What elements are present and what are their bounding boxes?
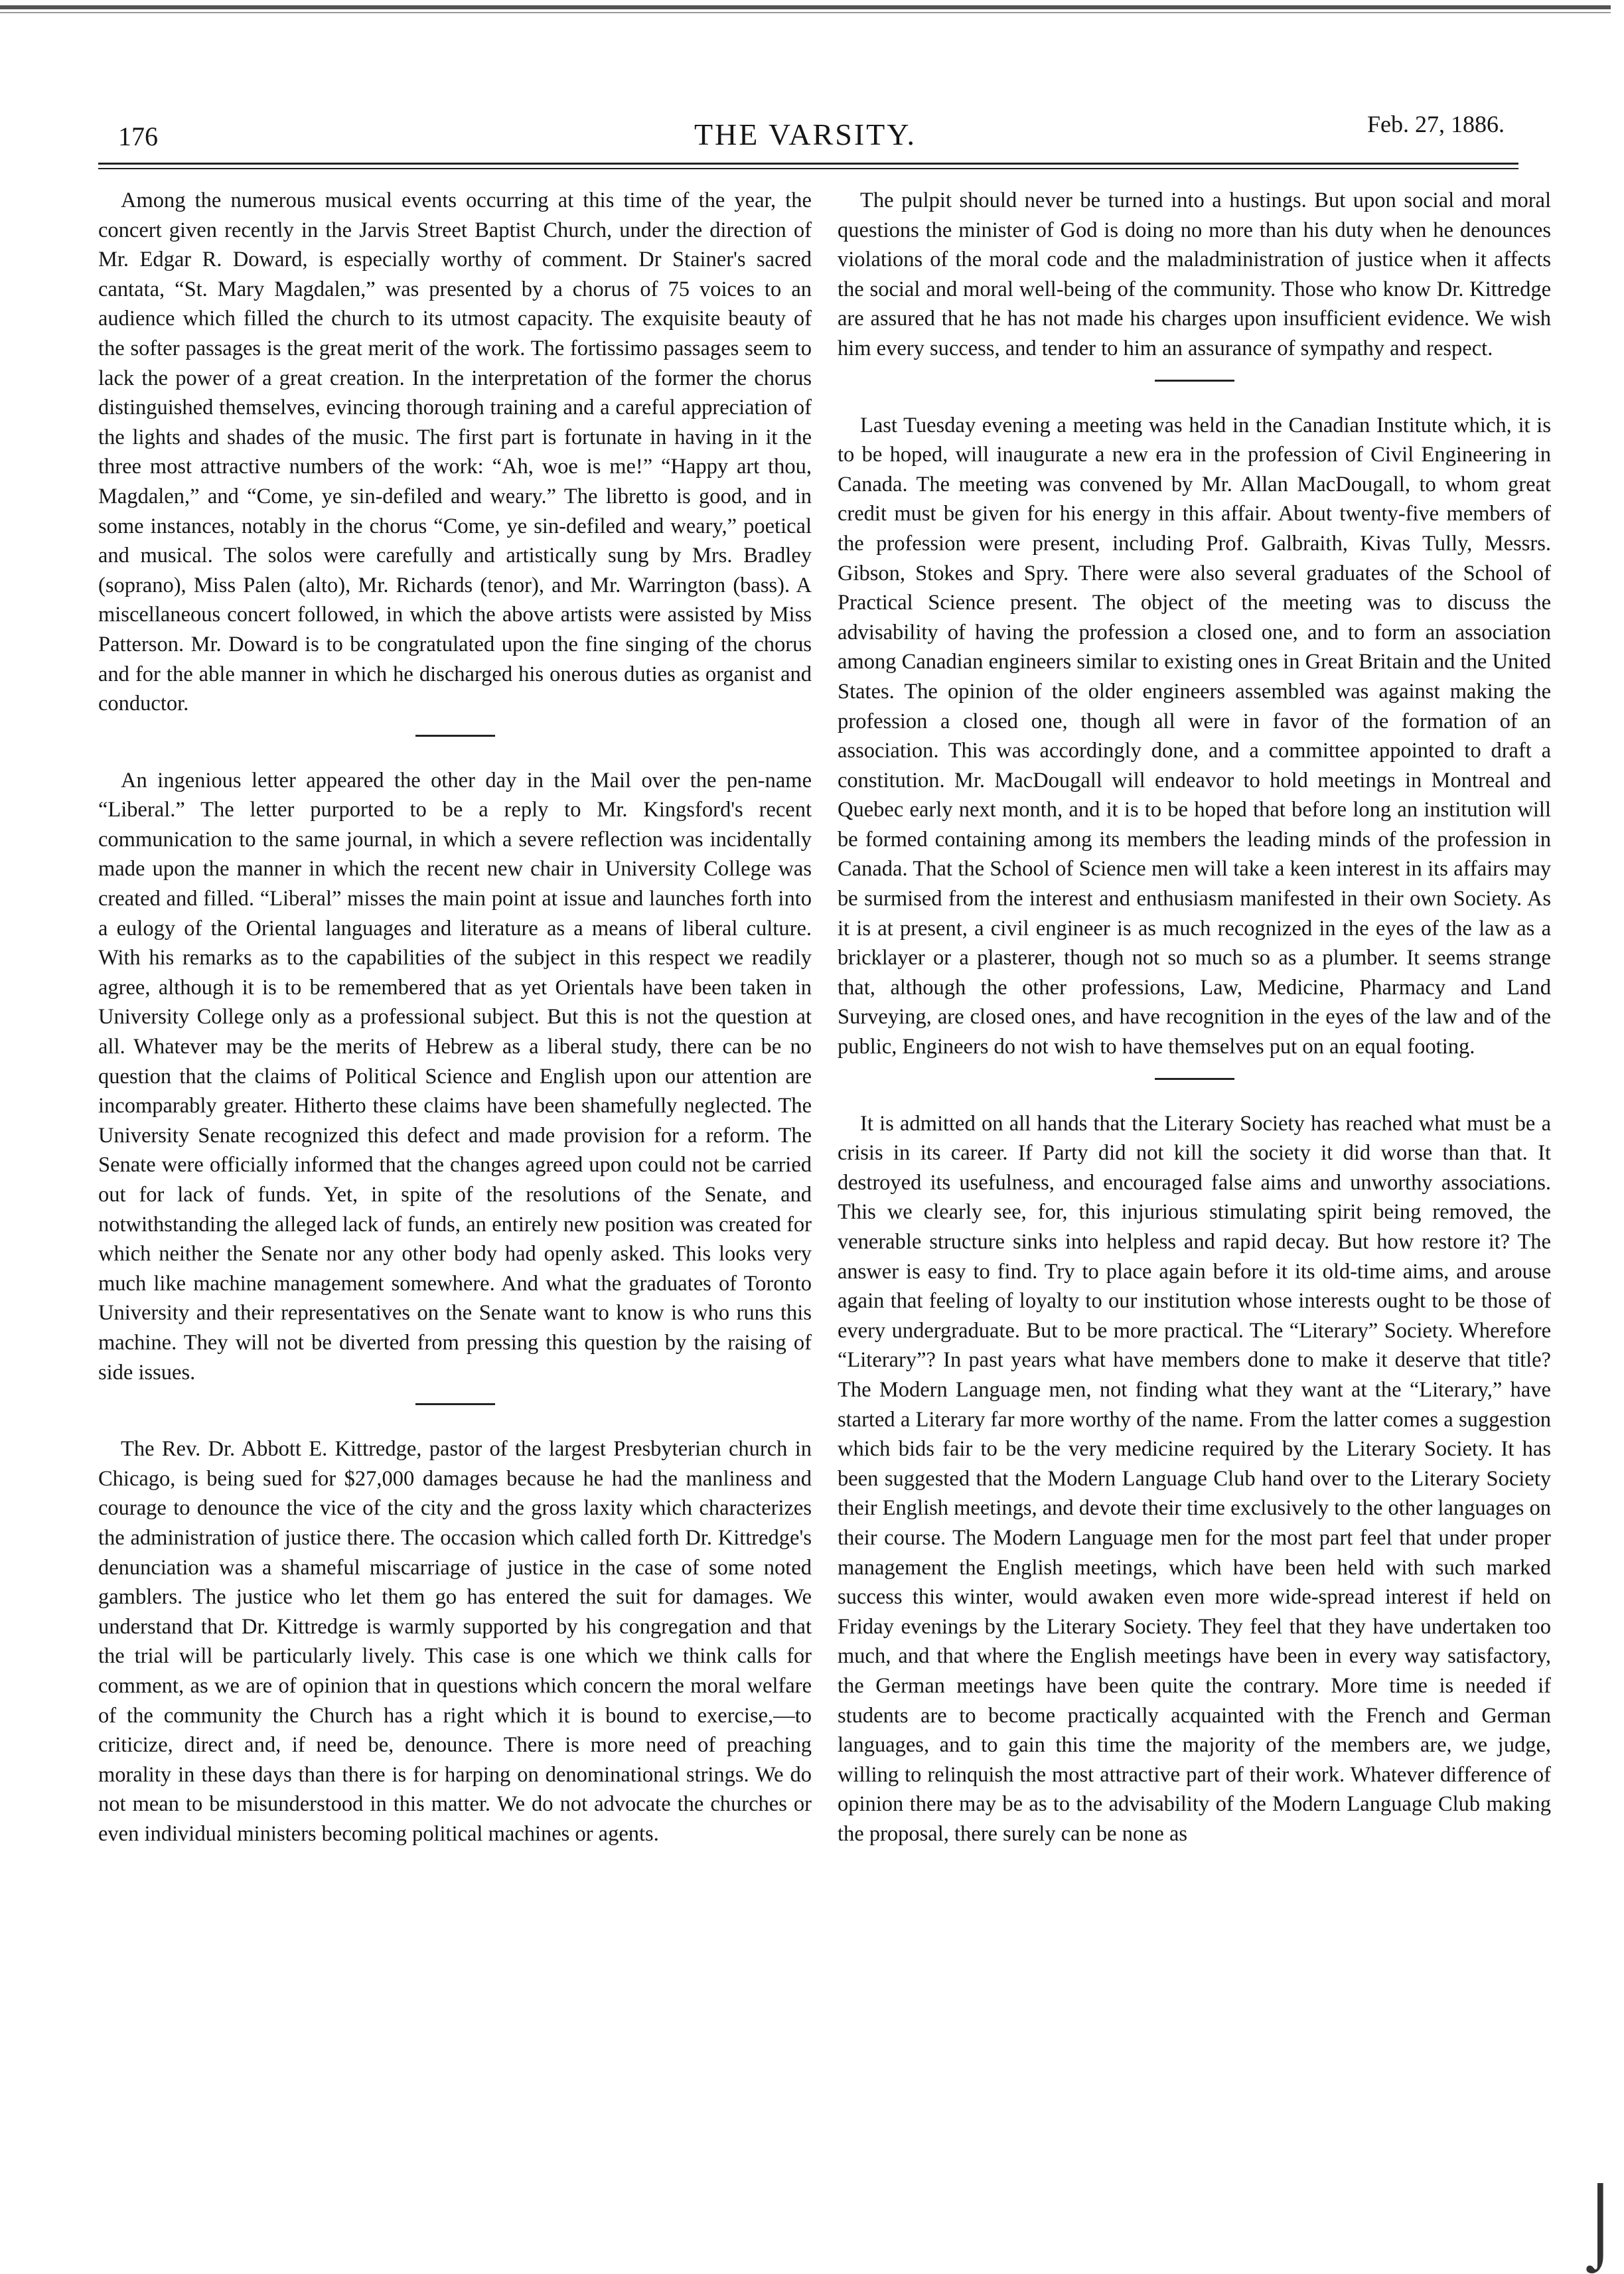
article-concert-paragraph: Among the numerous musical events occurring at this time of the year, the concert given recently in the Jarvis Street Baptist Church, under the direction of Mr. Edgar R. Doward, is especially worthy of comment. Dr Stainer's sacred cantata, “St. Mary Magdalen,” was presented by a chorus of 75 voices to an audience which filled the church to its utmost capacity. The exquisite beauty of the softer passages is the great merit of the work. The fortissimo passages seem to lack the power of a great creation. In the interpretation of the former the chorus distinguished themselves, evincing thorough training and a careful appreciation of the lights and shades of the music. The first part is fortunate in having in it the three most attractive numbers of the work: “Ah, woe is me!” “Happy art thou, Magdalen,” and “Come, ye sin-defiled and weary.” The libretto is good, and in some instances, notably in the chorus “Come, ye sin-defiled and weary,” poetical and musical. The solos were carefully and artistically sung by Mrs. Bradley (soprano), Miss Palen (alto), Mr. Richards (tenor), and Mr. Warrington (bass). A miscellaneous concert followed, in which the above artists were assisted by Miss Patterson. Mr. Doward is to be congratulated upon the fine singing of the chorus and for the able manner in which he discharged his onerous duties as organist and conductor. [98,189,812,716]
header-rule-thin [98,168,1518,169]
article-kittredge-paragraph: The Rev. Dr. Abbott E. Kittredge, pastor of the largest Presbyterian church in Chicago, is being sued for $27,000 damages because he had the manliness and courage to denounce the vice of the city and the gross laxity which characterizes the administration of justice there. The occasion which called forth Dr. Kittredge's denunciation was a shameful miscarriage of justice in the case of some noted gamblers. The justice who let them go has entered the suit for damages. We understand that Dr. Kittredge is warmly supported by his congregation and that the trial will be particularly lively. This case is one which we think calls for comment, as we are of opinion that in questions which concern the moral welfare of the community the Church has a right which it is bound to exercise,—to criticize, direct and, if need be, denounce. There is more need of preaching morality in these days than there is for harping on denominational strings. We do not mean to be misunderstood in this matter. We do not advocate the churches or even individual ministers becoming political machines or agents. [98,1437,812,1846]
page-number: 176 [118,121,158,151]
article-literary-society-paragraph: It is admitted on all hands that the Literary Society has reached what must be a crisis in its career. If Party did not kill the society it did worse than that. It destroyed its usefulness, and encouraged false aims and unworthy associations. This we clearly see, for, this injurious stimulating spirit being removed, the venerable structure sinks into helpless and rapid decay. But how restore it? The answer is easy to find. Try to place again before it its old-time aims, and arouse again that feeling of loyalty to our institution whose interests ought to be those of every undergraduate. But to be more practical. The “Literary” Society. Wherefore “Literary”? In past years what have members done to make it deserve that title? The Modern Language men, not finding what they want at the “Literary,” have started a Literary far more worthy of the name. From the latter comes a suggestion which bids fair to be the very medicine required by the Literary Society. It has been suggested that the Modern Language Club hand over to the Literary Society their English meetings, and devote their time exclusively to the other languages on their course. The Modern Language men for the most part feel that under proper management the English meetings, which have been held with such marked success this winter, would awaken even more wide-spread interest if held on Friday evenings by the Literary Society. They feel that they have undertaken too much, and that where the English meetings have been in every way satisfactory, the German meetings have been quite the contrary. More time is needed if students are to become practically acquainted with the French and German languages, and to gain this time the majority of the members are, we judge, willing to relinquish the most attractive part of their work. Whatever difference of opinion there may be as to the advisability of the Modern Language Club making the proposal, there surely can be none as [838,1111,1551,1846]
article-liberal-letter-paragraph: An ingenious letter appeared the other day in the Mail over the pen-name “Liberal.” The letter purported to be a reply to Mr. Kingsford's recent communication to the same journal, in which a severe reflection was incidentally made upon the manner in which the recent new chair in University College was created and filled. “Liberal” misses the main point at issue and launches forth into a eulogy of the Oriental languages and literature as a means of liberal culture. With his remarks as to the capabilities of the subject in this respect we readily agree, although it is to be remembered that as yet Orientals have been taken in University College only as a professional subject. But this is not the question at all. Whatever may be the merits of Hebrew as a liberal study, there can be no question that the claims of Political Science and English upon our attention are incomparably greater. Hitherto these claims have been shamefully neglected. The University Senate recognized this defect and made provision for a reform. The Senate were officially informed that the changes agreed upon could not be carried out for lack of funds. Yet, in spite of the resolutions of the Senate, and notwithstanding the alleged lack of funds, an entirely new position was created for which neither the Senate nor any other body had openly asked. This looks very much like machine management somewhere. And what the graduates of Toronto University and their representatives on the Senate want to know is who runs this machine. They will not be diverted from pressing this question by the raising of side issues. [98,768,812,1385]
section-divider [1155,380,1234,382]
section-divider [415,735,495,737]
section-divider [1155,1078,1234,1080]
section-divider [415,1403,495,1405]
top-border-hairline [0,12,1611,13]
header-rule [98,163,1518,165]
left-column [98,186,812,1849]
article-engineering-paragraph: Last Tuesday evening a meeting was held in the Canadian Institute which, it is to be hoped, will inaugurate a new era in the profession of Civil Engineering in Canada. The meeting was convened by Mr. Allan MacDougall, to whom great credit must be given for his energy in this affair. About twenty-five members of the profession were present, including Prof. Galbraith, Kivas Tully, Messrs. Gibson, Stokes and Spry. There were also several graduates of the School of Practical Science present. The object of the meeting was to discuss the advisability of having the profession a closed one, and to form an association among Canadian engineers similar to existing ones in Great Britain and the United States. The opinion of the older engineers assembled was against making the profession a closed one, though all were in favor of the formation of an association. This was accordingly done, and a committee appointed to draft a constitution. Mr. MacDougall will endeavor to hold meetings in Montreal and Quebec early next month, and it is to be hoped that before long an institution will be formed containing among its members the leading minds of the profession in Canada. That the School of Science men will take a keen interest in its affairs may be surmised from the interest and enthusiasm manifested in their own Society. As it is at present, a civil engineer is as much recognized in the eyes of the law as a bricklayer or a plasterer, though not so much so as a plumber. It seems strange that, although the other professions, Law, Medicine, Pharmacy and Land Surveying, are closed ones, and have recognition in the eyes of the law and of the public, Engineers do not wish to have themselves put on an equal footing. [838,413,1551,1059]
top-border-rule [0,5,1611,9]
issue-date: Feb. 27, 1886. [1367,111,1505,137]
right-column [838,186,1551,1849]
masthead-title: THE VARSITY. [694,117,917,151]
article-kittredge-continued-paragraph: The pulpit should never be turned into a hustings. But upon social and moral questions the minister of God is doing no more than his duty when he denounces violations of the moral code and the maladministration of justice when it affects the social and moral well-being of the community. Those who know Dr. Kittredge are assured that he has not made his charges upon insufficient evidence. We wish him every success, and tender to him an assurance of sympathy and respect. [838,189,1551,360]
page-edge-mark: ⌡ [1576,2178,1624,2267]
